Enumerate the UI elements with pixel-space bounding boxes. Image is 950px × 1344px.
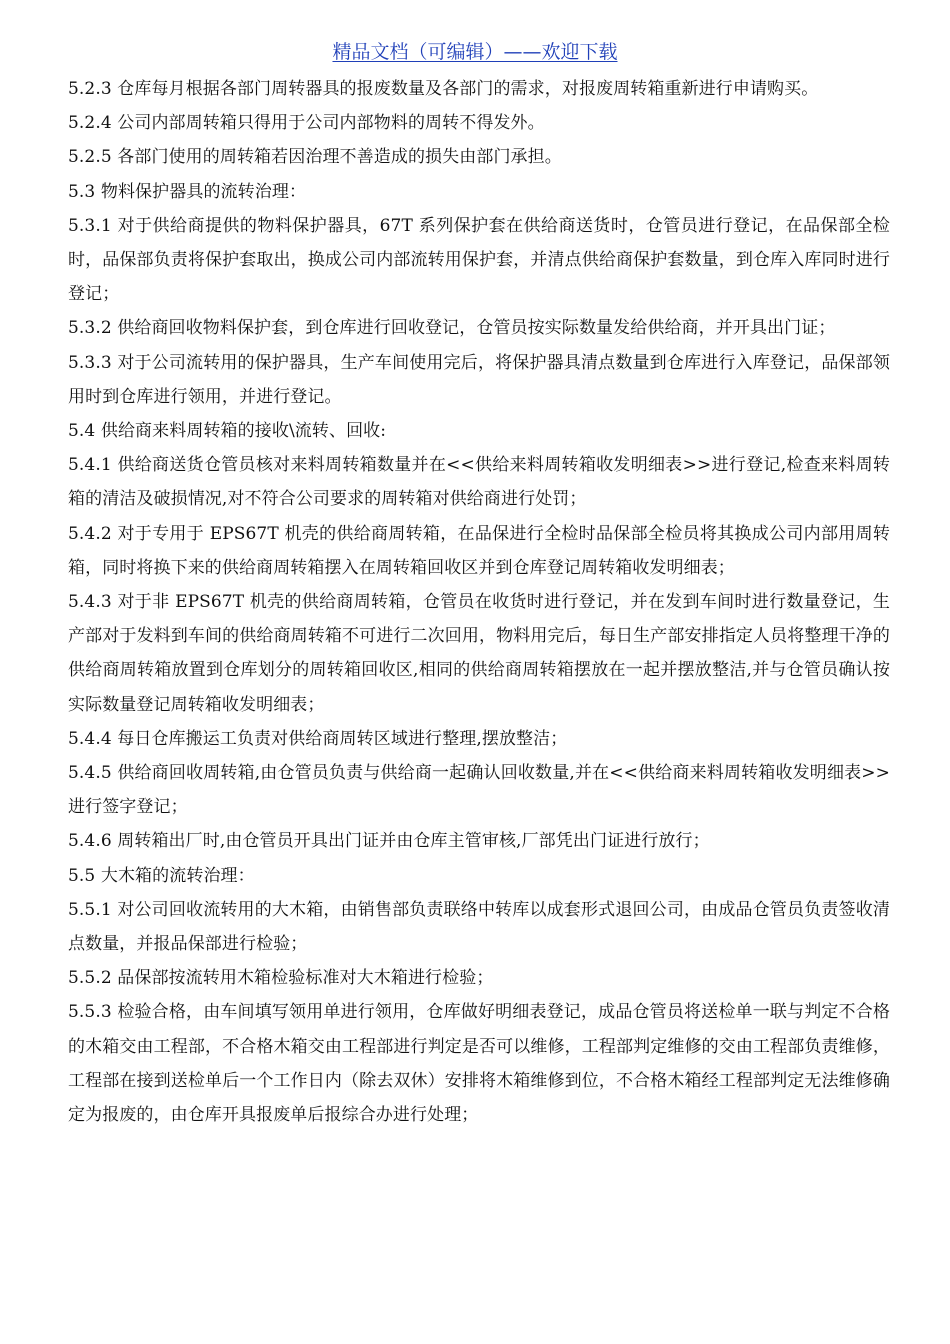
paragraph-5-3-2: 5.3.2 供给商回收物料保护套，到仓库进行回收登记，仓管员按实际数量发给供给商，并开具出门证； xyxy=(68,318,836,339)
paragraph-5-4-4: 5.4.4 每日仓库搬运工负责对供给商周转区域进行整理,摆放整洁； xyxy=(68,728,568,749)
paragraph-5-5-2: 5.5.2 品保部按流转用木箱检验标准对大木箱进行检验； xyxy=(68,968,494,989)
document-body xyxy=(68,72,890,1132)
paragraph-5-4-2: 5.4.2 对于专用于 EPS67T 机壳的供给商周转箱，在品保进行全检时品保部全检员将其换成公司内部用周转箱，同时将换下来的供给商周转箱摆入在周转箱回收区并到仓库登记周转箱收发明细表； xyxy=(68,523,890,578)
paragraph-5-4-1: 5.4.1 供给商送货仓管员核对来料周转箱数量并在<<供给来料周转箱收发明细表>>进行登记,检查来料周转箱的清洁及破损情况,对不符合公司要求的周转箱对供给商进行处罚； xyxy=(68,455,890,510)
paragraph-5-4-5: 5.4.5 供给商回收周转箱,由仓管员负责与供给商一起确认回收数量,并在<<供给商来料周转箱收发明细表>>进行签字登记； xyxy=(68,763,890,818)
paragraph-5-5-3: 5.5.3 检验合格，由车间填写领用单进行领用，仓库做好明细表登记，成品仓管员将送检单一联与判定不合格的木箱交由工程部，不合格木箱交由工程部进行判定是否可以维修，工程部判定维修的交由工程部负责维修，工程部在接到送检单后一个工作日内（除去双休）安排将木箱维修到位，不合格木箱经工程部判定无法维修确定为报废的，由仓库开具报废单后报综合办进行处理； xyxy=(68,1002,890,1126)
paragraph-5-5-1: 5.5.1 对公司回收流转用的大木箱，由销售部负责联络中转库以成套形式退回公司，由成品仓管员负责签收清点数量，并报品保部进行检验； xyxy=(68,899,890,955)
paragraph-5-4-6: 5.4.6 周转箱出厂时,由仓管员开具出门证并由仓库主管审核,厂部凭出门证进行放行； xyxy=(68,831,710,852)
paragraph-5-2-3: 5.2.3 仓库每月根据各部门周转器具的报废数量及各部门的需求，对报废周转箱重新进行申请购买。 xyxy=(68,79,819,99)
paragraph-5-4-3: 5.4.3 对于非 EPS67T 机壳的供给商周转箱，仓管员在收货时进行登记，并在发到车间时进行数量登记，生产部对于发料到车间的供给商周转箱不可进行二次回用，物料用完后，每日生产部安排指定人员将整理干净的供给商周转箱放置到仓库划分的周转箱回收区,相同的供给商周转箱摆放在一起并摆放整洁,并与仓管员确认按实际数量登记周转箱收发明细表； xyxy=(68,592,890,715)
paragraph-5-2-4: 5.2.4 公司内部周转箱只得用于公司内部物料的周转不得发外。 xyxy=(68,113,545,134)
section-heading-5-3: 5.3 物料保护器具的流转治理： xyxy=(68,181,307,202)
section-heading-5-4: 5.4 供给商来料周转箱的接收\流转、回收: xyxy=(68,421,387,442)
paragraph-5-3-1: 5.3.1 对于供给商提供的物料保护器具，67T 系列保护套在供给商送货时，仓管员进行登记，在品保部全检时，品保部负责将保护套取出，换成公司内部流转用保护套，并清点供给商保护套数量，到仓库入库同时进行登记； xyxy=(68,215,890,305)
paragraph-5-2-5: 5.2.5 各部门使用的周转箱若因治理不善造成的损失由部门承担。 xyxy=(68,147,562,168)
section-heading-5-5: 5.5 大木箱的流转治理： xyxy=(68,865,255,886)
paragraph-5-3-3: 5.3.3 对于公司流转用的保护器具，生产车间使用完后，将保护器具清点数量到仓库进行入库登记，品保部领用时到仓库进行领用，并进行登记。 xyxy=(68,352,890,407)
document-header-title: 精品文档（可编辑）——欢迎下载 xyxy=(332,41,618,63)
